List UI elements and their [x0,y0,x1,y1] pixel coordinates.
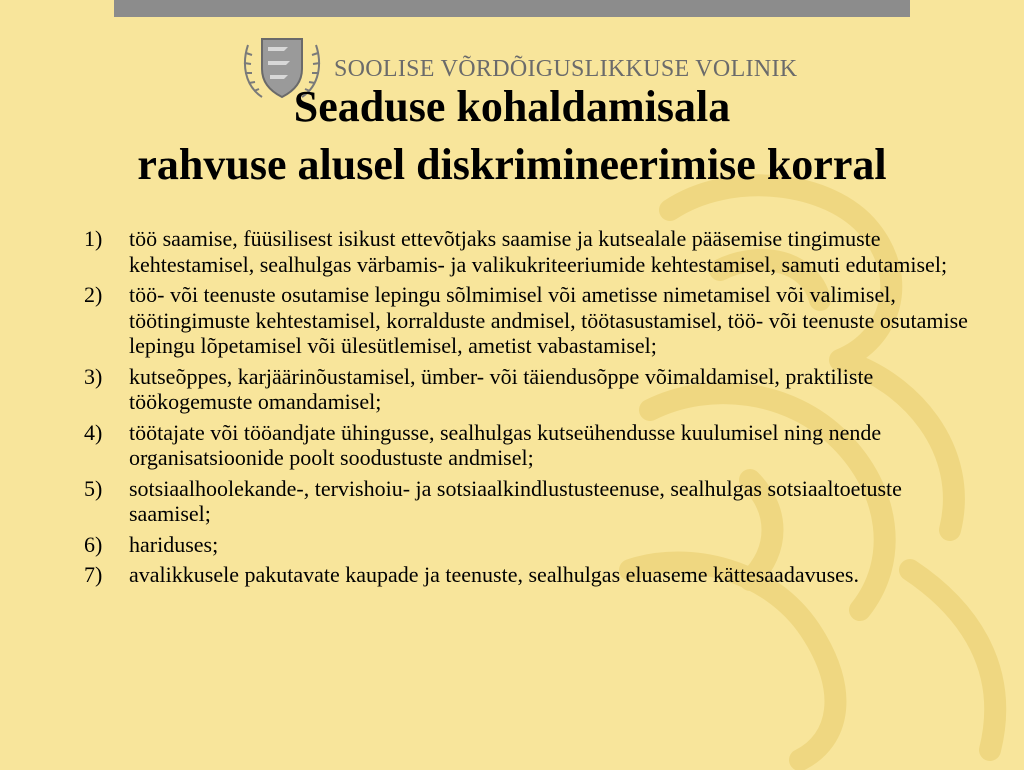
list-item-number: 3) [84,363,103,389]
list-item-number: 5) [84,475,103,501]
list-item-number: 7) [84,562,103,587]
slide-title [0,78,1024,194]
list-item [84,226,984,277]
list-item-text: hariduses; [129,531,219,557]
list-item-number: 1) [84,226,103,251]
list-item [84,532,984,558]
title-line-2: rahvuse alusel diskrimineerimise korral [137,140,887,189]
list-item-number: 4) [84,419,103,445]
title-line-1: Seaduse kohaldamisala [293,82,731,131]
list-item [84,282,984,359]
organization-name: SOOLISE VÕRDÕIGUSLIKKUSE VOLINIK [334,56,798,82]
list-item [84,476,984,527]
list-item-text: kutseõppes, karjäärinõustamisel, ümber- või täiendusõppe võimaldamisel, praktiliste töökogemuste omandamisel; [129,363,874,414]
list-item [84,562,984,588]
list-item-text: sotsiaalhoolekande-, tervishoiu- ja sotsiaalkindlustusteenuse, sealhulgas sotsiaaltoetuste saamisel; [129,475,902,526]
list-item-number: 2) [84,282,103,307]
list-item-text: avalikkusele pakutavate kaupade ja teenuste, sealhulgas eluaseme kättesaadavuses. [129,562,859,587]
top-bar [114,0,910,17]
list-item [84,364,984,415]
scope-list [84,226,984,593]
list-item-number: 6) [84,531,103,557]
list-item-text: töö- või teenuste osutamise lepingu sõlmimisel või ametisse nimetamisel või valimisel, töötingimuste kehtestamisel, korralduste andmisel, töötasustamisel, töö- või teenuste osutamise lepingu lõpetamisel või ülesütlemisel, ametist vabastamisel; [129,282,968,358]
list-item-text: töö saamise, füüsilisest isikust ettevõtjaks saamise ja kutsealale pääsemise tingimuste kehtestamisel, sealhulgas värbamis- ja valikukriteeriumide kehtestamisel, samuti edutamisel; [129,226,948,277]
list-item [84,420,984,471]
list-item-text: töötajate või tööandjate ühingusse, sealhulgas kutseühendusse kuulumisel ning nende organisatsioonide poolt soodustuste andmisel; [129,419,882,470]
